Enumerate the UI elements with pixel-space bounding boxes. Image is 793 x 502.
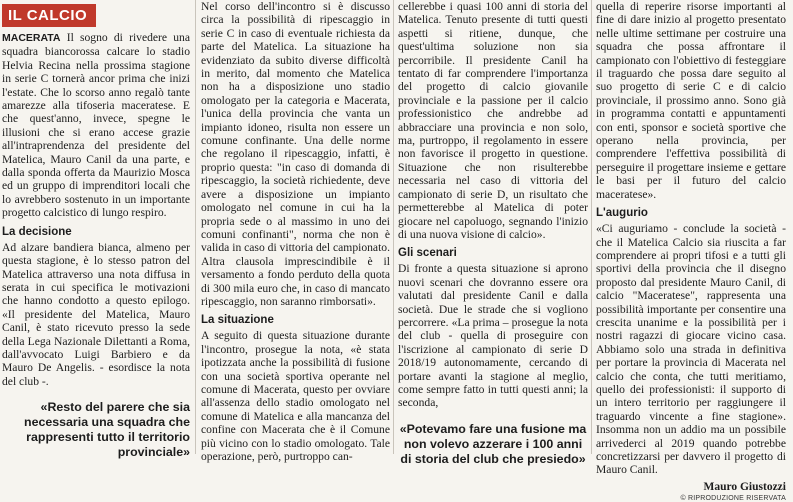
subheading-decisione: La decisione [2,225,72,238]
subheading-scenari: Gli scenari [398,247,457,260]
column-4-paragraph: quella di reperire risorse importanti al fine di dare inizio al progetto presentato nelle ultime settimane per costruire una squadra che possa affrontare il campionato con l'obiettivo di festeggiare il traguardo che possa dare seguito al suo progetto di serie C e di calcio provinciale, il prossimo anno. Sono già in programma contatti e appuntamenti con enti, sponsor e società sportive che operano nella provincia, per comprendere l'effettiva possibilità di perseguire il progettare insieme e gettare le basi per il futuro del calcio maceratese». [596,0,786,201]
dateline: MACERATA [2,32,61,44]
situazione-paragraph: A seguito di questa situazione durante l'incontro, prosegue la nota, «è stata ipotizzata anche la possibilità di fusione con una società sportiva operante nel comune di Macerata, questo per ovviare all'assenza dello stadio omologato nel comune di Matelica e alla mancanza del confine con Macerata che è il Comune più vicino con lo stadio omologato. Tale operazione, però, purtroppo can- [201,329,390,463]
augurio-paragraph: «Ci auguriamo - conclude la società - che il Matelica Calcio sia riuscita a far comprendere ai propri tifosi e a tutti gli sportivi della provincia che il disegno proposto dal presidente Mauro Canil, di calcio "Maceratese", rappresenta una possibilità importante per consentire una crescita unanime e la possibilità per i nostri ragazzi di giocare vicino casa. Abbiamo solo una strada in definitiva per portare la provincia di Macerata nel calcio che conta, che tutti meritiamo, quello dei professionisti: il supporto di un intero territorio per raggiungere il traguardo vincente a fine stagione». Insomma non un addio ma un possibile arrivederci al 2019 quando potrebbe concretizzarsi per davvero il progetto di Mauro Canil. [596,222,786,477]
subheading-situazione: La situazione [201,314,274,327]
decisione-paragraph: Ad alzare bandiera bianca, almeno per questa stagione, è lo stesso patron del Matelica attraverso una nota diffusa in serata in cui specifica le motivazioni che hanno condotto a questo epilogo. «Il presidente del Matelica, Mauro Canil, è stato ricevuto presso la sede della Lega Nazionale Dilettanti a Roma, dall'avvocato Luigi Barbiero e da Mauro De Angelis. - esordisce la nota del club -. [2,240,190,388]
rights-notice: © RIPRODUZIONE RISERVATA [680,494,786,502]
subheading-augurio: L'augurio [596,207,648,220]
scenari-paragraph: Di fronte a questa situazione si aprono nuovi scenari che dovranno essere ora valutati dal presidente Canil e dalla società. Due le strade che si vogliono percorrere. «La prima – prosegue la nota del club - quella di proseguire con l'iscrizione al campionato di serie D 2018/19 autonomamente, cercando di portare avanti la stagione al meglio, come sempre fatto in tutti questi anni; la seconda, [398,262,588,410]
column-rule [393,0,394,454]
intro-text: Il sogno di rivedere una squadra biancorossa calcare lo stadio Helvia Recina nella prossima stagione in serie C tornerà ancor prima che inizi l'estate. Che lo scorso anno regalò tante amarezze alla tifoseria maceratese. E che quest'anno, invece, spegne le illusioni che si erano accese grazie all'intraprendenza del presidente del Matelica, Mauro Canil da una parte, e dalla sponda offerta da Maurizio Mosca ed un gruppo di imprenditori locali che lo avrebbero sostenuto in un importante progetto calcistico di lungo respiro. [2,31,190,220]
column-1 [2,0,190,460]
column-3-paragraph: cellerebbe i quasi 100 anni di storia del Matelica. Tenuto presente di tutti questi aspetti si ritiene, dunque, che quest'ultima soluzione non sia percorribile. Il presidente Canil ha tentato di far comprendere l'importanza del progetto di calcio giovanile provinciale e la passione per il calcio professionistico che andrebbe ad abbracciare una provincia e non solo, ma, purtroppo, il regolamento in essere non favorisce il progetto in questione. Situazione che non risulterebbe necessaria nel caso di vittoria del campionato di serie D, un risultato che permetterebbe al Matelica di poter giocare nel capoluogo, segnando l'inizio di una nuova visione di calcio». [398,0,588,241]
pull-quote-2: «Potevamo fare una fusione ma non volevo azzerare i 100 anni di storia del club che presiedo» [399,421,587,466]
column-2 [201,0,390,463]
column-rule [591,0,592,454]
intro-paragraph [2,31,190,220]
column-rule [195,0,196,454]
byline: Mauro Giustozzi [703,480,786,493]
pull-quote-1: «Resto del parere che sia necessaria una squadra che rappresenti tutto il territorio provinciale» [24,400,190,460]
column-4 [596,0,786,502]
column-3 [398,0,588,466]
section-label: IL CALCIO [2,4,96,27]
column-2-paragraph: Nel corso dell'incontro si è discusso circa la possibilità di ripescaggio in serie C in caso di eventuale richiesta da parte del Matelica. La situazione ha evidenziato da subito diverse difficoltà in merito, dal momento che Matelica non ha a disposizione uno stadio omologato per la categoria e Macerata, l'unica della provincia che vanta un impianto idoneo, risulta non essere un comune confinante. Una delle norme che regolano il ripescaggio, infatti, è proprio questa: "in caso di domanda di ripescaggio, la società richiedente, deve avere a disposizione un impianto omologato nel comune in cui ha la propria sede o al massimo in uno dei comuni confinanti", norma che non è valida in caso di vittoria del campionato. Altra clausola imprescindibile è il versamento a fondo perduto della quota di 300 mila euro che, in caso di mancato ripescaggio, non saranno rimborsati». [201,0,390,308]
